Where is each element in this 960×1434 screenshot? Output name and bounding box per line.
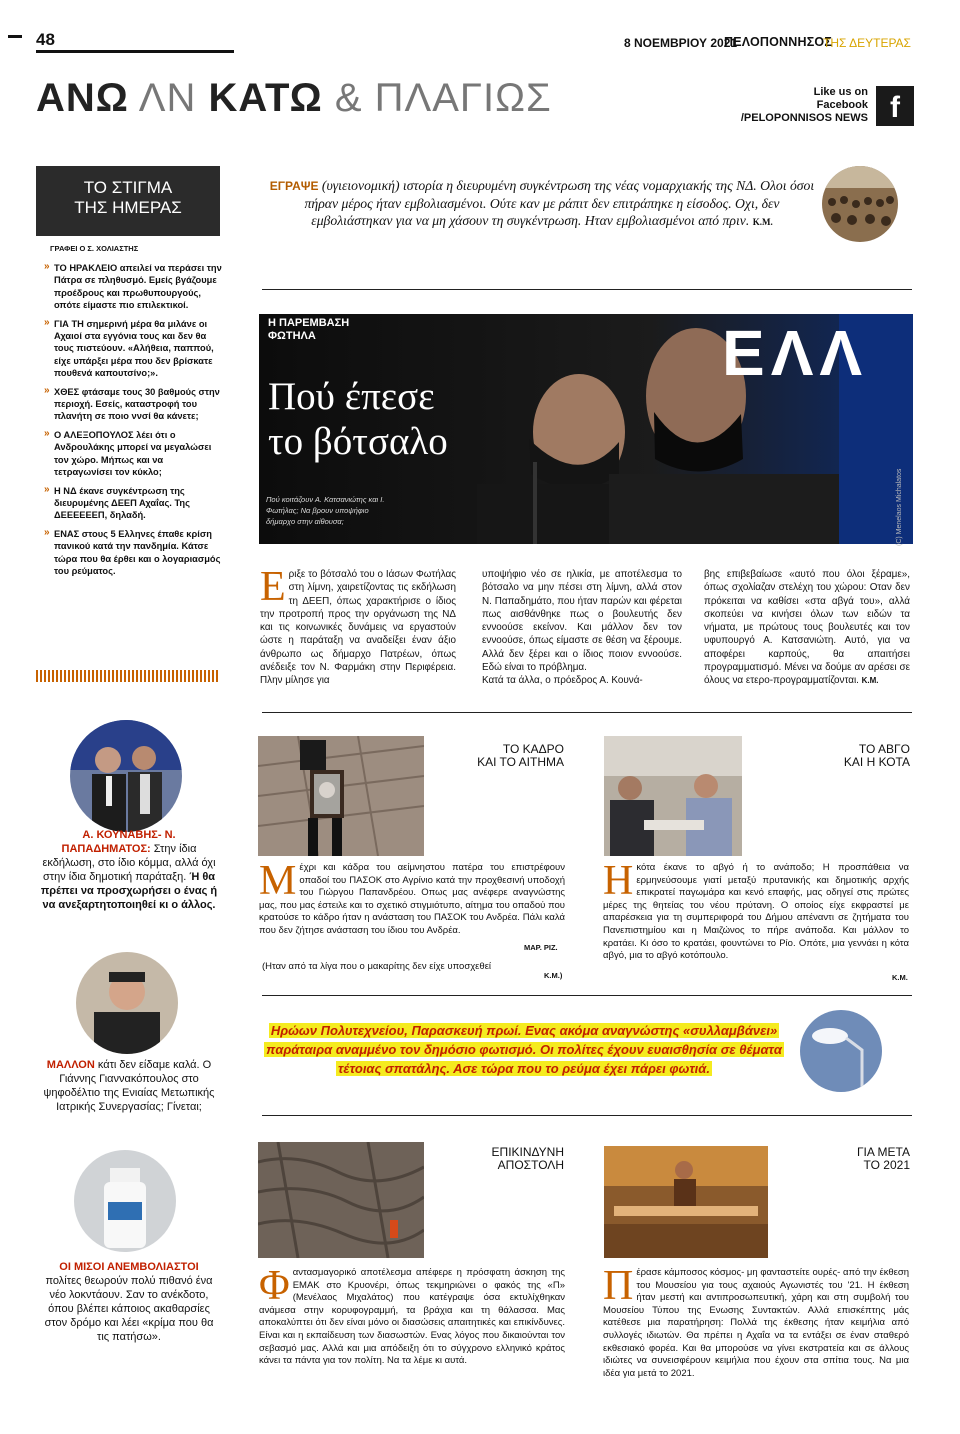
photo-illustration [258, 1142, 424, 1258]
kadro-body [259, 858, 565, 938]
hero-banner-text: ΕΛΛ [722, 317, 869, 389]
facebook-promo[interactable] [741, 86, 868, 125]
stigma-title-1: ΤΟ ΣΤΙΓΜΑ [83, 178, 173, 197]
masthead-w3: ΚΑΤΩ [208, 76, 323, 120]
article-signature: Κ.Μ. [861, 676, 879, 686]
kadro-dropcap: Μ [259, 858, 297, 904]
photo-illustration [74, 1150, 176, 1252]
caption-3 [40, 1260, 218, 1344]
photo-kadro [258, 736, 424, 856]
photo-illustration [258, 736, 424, 856]
hero-kicker-2: ΦΩΤΗΛΑ [268, 330, 316, 342]
egrapse-text: (υγιειονομική) ιστορία η διευρυμένη συγκέντρωση της νέας νομαρχιακής της ΝΔ. Ολοι όσοι πήραν μέρος ήταν εμβολιασμένοι. Ούτε καν με ράπιτ δεν επιτράπηκε η είσοδος. Οχι, δεν εμβολιάστηκαν για να μη χάσουν τη συγκέντρωση. Ηταν εμβολιασμένοι από πριν. [304, 178, 815, 228]
paper-name: ΠΕΛΟΠΟΝΝΗΣΟΣ [724, 35, 833, 49]
meta2021-dropcap: Π [603, 1263, 634, 1309]
meta2021-text: έρασε κάμποσος κόσμος- μη φανταστείτε ουρές- από την έκθεση του Μουσείου για τους αχαιούς Αγωνιστές του '21. Η έκθεση ήταν μεστή και αντιπροσωπευτική, χάρη και στη συμβολή του Μουσείου Τύπου της Ενωσης Συντακτών. Αλλά επισκέπτης μάς κατέθεσε μια παρατήρηση: Πολλά της έκθεσης ήταν κειμήλια από συλλογές ιδιωτών. Θα πρέπει η Αχαΐα να τα εντάξει σε έναν σταθερό εκθεσιακό φορέα. Και θα μπορούσε να γίνει εκστρατεία και σε άλλους ιδιώτες να συνεισφέρουν κειμήλια που έχουν στα σπίτια τους. Να μια ιδέα για μετά το 2021. [603, 1267, 909, 1379]
caption-1-text: Στην ίδια εκδήλωση, στο ίδιο κόμμα, αλλά όχι στην ίδια δημοτική παράταξη. [42, 843, 216, 883]
streetlight-note [258, 1021, 790, 1078]
photo-illustration [76, 952, 178, 1054]
epikindyni-body [259, 1263, 565, 1368]
hero-caption: Πού κοιτάζουν Α. Κατσανιώτης και Ι. Φωτήλας; Να βρουν υποψήφιο δήμαρχο στην αίθουσα; [266, 495, 385, 526]
photo-credit: (C) Menelaos Michalatos [896, 468, 903, 546]
yellow-line-2: παράταιρα αναμμένο τον δημόσιο φωτισμό. Οι πολίτες έχουν ευαισθησία σε θέματα [266, 1042, 782, 1057]
masthead-w2: ΛΝ [138, 76, 197, 120]
fb-line-2: Facebook [816, 99, 868, 111]
kadro-title-1: ΤΟ ΚΑΔΡΟ [502, 742, 564, 756]
hero-title-2: το βότσαλο [268, 420, 448, 463]
stigma-title-2: ΤΗΣ ΗΜΕΡΑΣ [74, 198, 182, 217]
photo-illustration [822, 166, 898, 242]
epikindyni-text: αντασμαγορικό αποτέλεσμα απέφερε η πρόσφατη άσκηση της ΕΜΑΚ στο Κρυονέρι, όπως τεκμηριώνει ο φακός της «Π» (Μενέλαος Μιχαλάτος) που κατέγραψε όσα εκτυλίχθηκαν ανάμεσα στην κορυφογραμμή, τα βράχια και τη θάλασσα. Μας αποκαλύπτει ότι δεν είναι μόνο οι διασώσεις απαιτητικές και επικίνδυνες. Είναι και η εκπαίδευση των διασωστών. Ενας λόγος που δικαιούνται τον σεβασμό μας. Αλλά και μια απόδειξη ότι το σύγχρονο ελληνικό κράτος κάνει τα πάντα για τον πολίτη. Να τα λέμε κι αυτά. [259, 1267, 565, 1367]
caption-1-bold: Ή θα πρέπει να προσχωρήσει ο ένας ή να ανεξαρτητοποιηθεί κι ο άλλος. [40, 871, 218, 911]
avgo-title-1: ΤΟ ΑΒΓΟ [858, 742, 910, 756]
caption-3-text: πολίτες θεωρούν πολύ πιθανό ένα νέο λοκντάουν. Σαν το ανέκδοτο, όπου βλέπει κάποιος ακαθαρσίες στον δρόμο και λέει «κρίμα που θα τις πατήσω». [44, 1275, 214, 1343]
caption-2-text: κάτι δεν είδαμε καλά. Ο Γιάννης Γιαννακόπουλος στο ψηφοδέλτιο της Ενιαίας Μετωπικής Ιατρικής Συνεργασίας; Γίνεται; [43, 1059, 215, 1113]
note-item: » ΕΝΑΣ στους 5 Ελληνες έπαθε κρίση πανικού κατά την πανδημία. Κάτσε τώρα που θα έρθει και ο λογαριασμός του ρεύματος. [44, 528, 222, 578]
masthead [36, 76, 552, 121]
avgo-title [804, 743, 910, 769]
fb-line-3: /PELOPONNISOS NEWS [740, 112, 868, 124]
note-item: » ΤΟ ΗΡΑΚΛΕΙΟ απειλεί να περάσει την Πάτρα σε πληθυσμό. Εμείς βγάζουμε προέδρους και πρωθυπουργούς, οπότε είμαστε πιο επιλεκτικοί. [44, 262, 222, 312]
rule-boxes [262, 995, 912, 996]
avgo-body [603, 858, 909, 963]
epikindyni-title-2: ΑΠΟΣΤΟΛΗ [497, 1158, 564, 1172]
epikindyni-title [460, 1146, 564, 1172]
masthead-w1: ΑΝΩ [36, 76, 129, 120]
epikindyni-title-1: ΕΠΙΚΙΝΔΥΝΗ [491, 1145, 564, 1159]
facebook-icon[interactable]: f [876, 86, 914, 126]
yellow-line-1: Ηρώων Πολυτεχνείου, Παρασκευή πρωί. Ενας ακόμα αναγνώστης «συλλαμβάνει» [270, 1023, 778, 1038]
note-item: » Η ΝΔ έκανε συγκέντρωση της διευρυμένης ΔΕΕΠ Αχαΐας. Της ΔΕΕΕΕΕΕΠ, δηλαδή. [44, 485, 222, 522]
avgo-text: κότα έκανε το αβγό ή το ανάποδο; Η προσπάθεια να ερμηνεύσουμε γιατί μεταξύ πρυτανικής και δημοτικής αρχής επικρατεί παγωμάρα και κενό επαφής, μας οδηγεί στις πρώτες μέρες της θητείας του νέου πρύτανη. Ο οποίος είχε εκφραστεί με απαρέσκεια για τη συμπεριφορά του Δήμου απέναντι σε ζητήματα του Πανεπιστημίου και η Μαιζώνος το πήρε ανάποδα. Και μάλλον το κρατάει. Κι όσο το κρατάει, φουντώνει το Ρίο. Οπότε, μια γεννάει η κότα αβγό, μια το αβγό κοτόπουλο. [603, 862, 909, 962]
photo-illustration [800, 1010, 882, 1092]
issue-date: 8 ΝΟΕΜΒΡΙΟΥ 2021 [624, 36, 738, 50]
page-number: 48 [36, 30, 55, 49]
photo-illustration [604, 1146, 768, 1258]
photo-illustration [70, 720, 182, 832]
article-col-2b-text: Κατά τα άλλα, ο πρόεδρος Α. Κουνά- [482, 675, 643, 687]
egrapse-signature: Κ.Μ. [752, 217, 773, 227]
article-col-1 [260, 564, 456, 688]
egrapse-note [268, 177, 816, 231]
hero-headline [268, 374, 448, 464]
caption-2 [40, 1058, 218, 1114]
kadro-signature-1: ΜΑΡ. ΡΙΖ. [524, 943, 558, 952]
photo-nd-gathering [822, 166, 898, 242]
egrapse-lead: ΕΓΡΑΨΕ [269, 179, 319, 193]
kadro-title-2: ΚΑΙ ΤΟ ΑΙΤΗΜΑ [477, 755, 564, 769]
avgo-signature: Κ.Μ. [892, 973, 908, 982]
article-col-1-text: ριξε το βότσαλό του ο Ιάσων Φωτήλας στη λίμνη, χαιρετίζοντας τις εκδήλωση τη ΔΕΕΠ, όπως χαρακτήρισε ο ίδιος την προτροπή προς την οργάνωση της ΝΔ και τις κοινωνικές δυνάμεις να εργαστούν ώστε η παράταξη να αναδείξει έναν άξιο άνθρωπο ως δήμαρχο Πατρέων, όπως ανέδειξε τον Ν. Φαρμάκη στην Περιφέρεια. Πλην μίλησε για [260, 569, 456, 687]
meta2021-title-2: ΤΟ 2021 [863, 1158, 910, 1172]
caption-1-highlight: Α. ΚΟΥΝΑΒΗΣ- Ν. ΠΑΠΑΔΗΜΑΤΟΣ: [61, 829, 176, 855]
caption-1 [40, 828, 218, 912]
article-dropcap: Ε [260, 564, 286, 610]
meta2021-title [804, 1146, 910, 1172]
caption-3-highlight: ΟΙ ΜΙΣΟΙ ΑΝΕΜΒΟΛΙΑΣΤΟΙ [59, 1261, 199, 1273]
stigma-box [36, 166, 220, 236]
sidebar-byline: ΓΡΑΦΕΙ Ο Σ. ΧΟΛΙΑΣΤΗΣ [50, 244, 139, 253]
article-col-3-text: βης επιβεβαίωσε «αυτό που όλοι ξέραμε», όπως σχολίαζαν στελέχη του χώρου: Οταν δεν πρόκειται να καθίσει «στα αβγά του», αλλά σκοπεύει να κινήσει όλων των ειδών τα νήματα, με πρώτους τους βουλευτές και τον υφυπουργό Α. Κατσανιώτη. Αυτό, για να αποφέρει καρπούς, θα απαιτήσει προγραμματισμό. Μένει να δούμε αν αρέσει σε όλους να ετερο-προγραμματίζονται. [704, 569, 910, 687]
kadro-text: έχρι και κάδρα του αείμνηστου πατέρα του επιστρέφουν οπαδοί του ΠΑΣΟΚ στο Αγρίνιο κατά την προχθεσινή υποδοχή του Γιώργου Παπανδρέου. Οπως μας ανέφερε αναγνώστης μας, που μας έστειλε και το σχετικό στιγμιότυπο, αίτημα του οπαδού που κρατούσε το κάδρο ήταν η ανάσταση του ΠΑΣΟΚ του Ανδρέα. Πάλι καλά που δεν ζήτησε ανάσταση του ίδιου του Ανδρέα. [259, 862, 565, 936]
kadro-note: (Ηταν από τα λίγα που ο μακαρίτης δεν είχε υποσχεθεί [262, 961, 492, 972]
caption-2-highlight: ΜΑΛΛΟΝ [46, 1059, 95, 1071]
divider-stripe [36, 670, 220, 682]
corner-mark [8, 35, 22, 38]
yellow-line-3: τέτοιας σπατάλης. Ασε τώρα που το ρεύμα έχει πάρει φωτιά. [338, 1061, 710, 1076]
note-item: » Ο ΑΛΕΞΟΠΟΥΛΟΣ λέει ότι ο Ανδρουλάκης μπορεί να μεγαλώσει τον χώρο. Μήπως και να τετραγωνίσει τον κύκλο; [44, 429, 222, 479]
photo-museum [604, 1146, 768, 1258]
section-name: ΤΗΣ ΔΕΥΤΕΡΑΣ [823, 36, 911, 50]
kadro-signature-2: Κ.Μ.) [544, 971, 563, 980]
hero-title-1: Πού έπεσε [268, 375, 435, 418]
photo-avgo [604, 736, 742, 856]
meta2021-body [603, 1263, 909, 1380]
kadro-title [460, 743, 564, 769]
rule-egrapse [262, 289, 912, 290]
rule-yellow [262, 1115, 912, 1116]
note-item: » ΧΘΕΣ φτάσαμε τους 30 βαθμούς στην περιοχή. Εσείς, καταστροφή του πλανήτη σε ποιο ννσί θα κάνετε; [44, 386, 222, 423]
masthead-w4: & ΠΛΑΓΙΩΣ [334, 76, 552, 120]
sidebar-notes [44, 262, 222, 583]
photo-giannakopoulos [76, 952, 178, 1054]
meta2021-title-1: ΓΙΑ ΜΕΤΑ [856, 1145, 910, 1159]
avgo-dropcap: Η [603, 858, 634, 904]
article-col-2-text: υποψήφιο νέο σε ηλικία, με αποτέλεσμα το βότσαλο να μην πέσει στη λίμνη, αλλά στον Ν. Παπαδημάτο, που ήταν παρών και φέρεται πως αισθάνθηκε πως ο βουλευτής δεν εννοούσε εκείνον. Και μάλλον δεν τον εννοούσε, όπως είμαστε σε θέση να ξέρουμε. Αλλά δεν ξέρει και ο ίδιος ποιον εννοούσε. Εδώ είναι το πρόβλημα. [482, 569, 682, 674]
photo-illustration [604, 736, 742, 856]
fb-line-1: Like us on [813, 86, 868, 98]
rule-main [262, 712, 912, 713]
note-item: » ΓΙΑ ΤΗ σημερινή μέρα θα μιλάνε οι Αχαιοί στα εγγόνια τους και δεν θα τους πιστεύουν. «Αλήθεια, παππού, είχε υπάρξει μέρα που δεν βρίσκατε πουθενά καπουτσίνο;». [44, 318, 222, 380]
article-col-3 [704, 568, 910, 688]
photo-kounavis-papadimatos [70, 720, 182, 832]
top-rule [36, 50, 234, 53]
photo-emak [258, 1142, 424, 1258]
article-col-2 [482, 568, 682, 688]
hero-kicker-1: Η ΠΑΡΕΜΒΑΣΗ [268, 317, 350, 329]
photo-streetlight [800, 1010, 882, 1092]
epikindyni-dropcap: Φ [259, 1263, 290, 1309]
avgo-title-2: ΚΑΙ Η ΚΟΤΑ [843, 755, 910, 769]
photo-sanitizer [74, 1150, 176, 1252]
hero-kicker [268, 317, 349, 343]
